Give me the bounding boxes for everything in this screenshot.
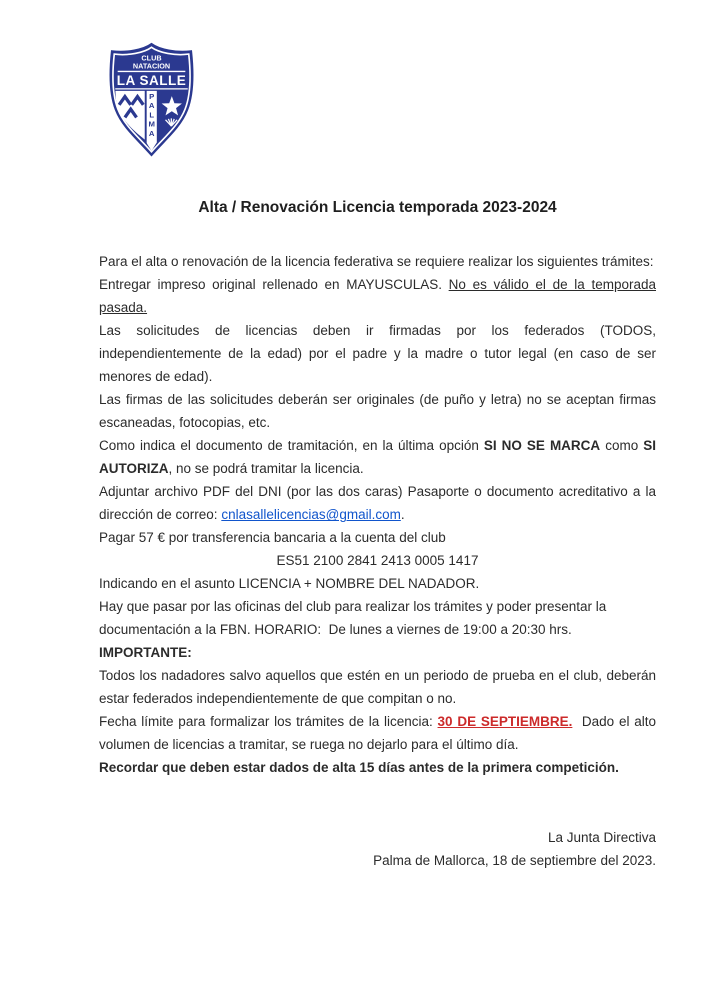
crest-palma-letter: P (149, 92, 155, 102)
intro-paragraph: Para el alta o renovación de la licencia federativa se requiere realizar los siguientes trámites: (99, 254, 654, 270)
text-segment: Fecha límite para formalizar los trámites de la licencia: (99, 714, 438, 730)
text-segment: Dado el alto volumen de licencias a tramitar, se ruega no dejarlo para el último día. (99, 714, 656, 753)
paragraph-asunto: Indicando en el asunto LICENCIA + NOMBRE DEL NADADOR. (99, 576, 480, 592)
text-segment: Como indica el documento de tramitación, en la última opción (99, 438, 484, 454)
paragraph-entregar (99, 273, 656, 319)
underlined-text: No es válido el de la temporada pasada. (99, 277, 656, 316)
bold-text: SI AUTORIZA (99, 438, 656, 477)
crest-palma-letter: A (148, 128, 155, 138)
paragraph-pagar: Pagar 57 € por transferencia bancaria a la cuenta del club (99, 530, 446, 546)
iban-number: ES51 2100 2841 2413 0005 1417 (276, 553, 479, 569)
text-segment: Entregar impreso original rellenado en MAYUSCULAS. (99, 277, 449, 293)
email-link[interactable]: cnlasallelicencias@gmail.com (221, 507, 401, 523)
crest-palma-letter: A (148, 101, 155, 111)
page-title: Alta / Renovación Licencia temporada 2023-2024 (198, 199, 557, 216)
shield-icon (103, 42, 200, 158)
paragraph-firmas: Las firmas de las solicitudes deberán ser originales (de puño y letra) no se aceptan firmas escaneadas, fotocopias, etc. (99, 392, 656, 431)
text-segment: , no se podrá tramitar la licencia. (168, 461, 364, 477)
text-segment: . (400, 507, 405, 523)
crest-palma-letter: L (149, 110, 155, 120)
crest-natacion-text: NATACION (132, 61, 171, 71)
crest-lasalle-text: LA SALLE (116, 73, 187, 89)
crest-club-text: CLUB (141, 53, 162, 63)
paragraph-recordar: Recordar que deben estar dados de alta 15 días antes de la primera competición. (99, 760, 619, 776)
paragraph-adjuntar (99, 480, 656, 526)
paragraph-fecha-limite (99, 710, 656, 756)
paragraph-federados: Todos los nadadores salvo aquellos que estén en un periodo de prueba en el club, deberán estar federados independientemente de que compitan o no. (99, 668, 656, 707)
importante-heading: IMPORTANTE: (99, 645, 192, 661)
signature-author: La Junta Directiva (547, 830, 656, 846)
deadline-highlight: 30 DE SEPTIEMBRE. (437, 714, 573, 730)
crest-palma-letter: M (148, 119, 155, 129)
signature-block (99, 826, 656, 872)
paragraph-solicitudes: Las solicitudes de licencias deben ir firmadas por los federados (TODOS, independientemente de la edad) por el padre y la madre o tutor legal (en caso de ser menores de edad). (99, 323, 656, 385)
club-crest-logo (103, 42, 200, 158)
signature-date: Palma de Mallorca, 18 de septiembre del 2023. (373, 853, 656, 869)
text-segment: como (600, 438, 644, 454)
bold-text: SI NO SE MARCA (483, 438, 601, 454)
paragraph-office-hours: Hay que pasar por las oficinas del club para realizar los trámites y poder presentar la documentación a la FBN. HORARIO: De lunes a viernes de 19:00 a 20:30 hrs. (99, 599, 607, 638)
text-segment: Adjuntar archivo PDF del DNI (por las dos caras) Pasaporte o documento acreditativo a la dirección de correo: (99, 484, 656, 523)
paragraph-tramitacion (99, 434, 656, 480)
